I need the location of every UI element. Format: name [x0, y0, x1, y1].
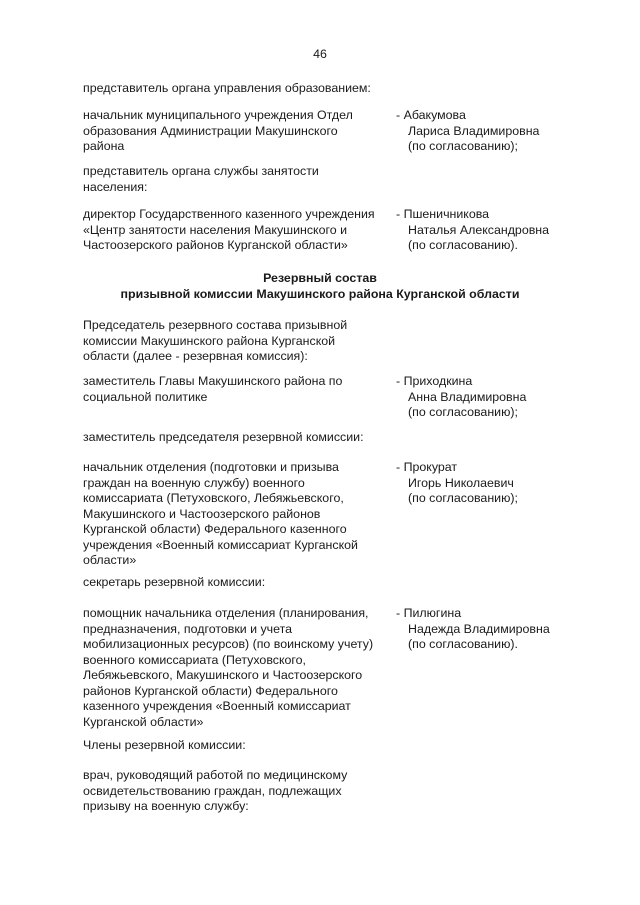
text-line: помощник начальника отделения (планирования,: [83, 606, 369, 620]
text-line: Курганской области»: [83, 714, 204, 729]
text-line: заместитель Главы Макушинского района по: [83, 374, 343, 388]
text-line: призыву на военную службу:: [83, 799, 249, 813]
text-line: «Центр занятости населения Макушинского и: [83, 222, 347, 237]
position-description: [83, 108, 393, 155]
text-line: директор Государственного казенного учреждения: [83, 207, 375, 221]
section-heading: [0, 271, 640, 302]
text-line: образования Администрации Макушинского: [83, 123, 338, 138]
text-line: военного комиссариата (Петуховского,: [83, 652, 306, 667]
text-line: Члены резервной комиссии:: [83, 738, 246, 752]
text-line: призывной комиссии Макушинского района Курганской области: [120, 286, 520, 301]
text-line: предназначения, подготовки и учета: [83, 621, 293, 636]
person-line: Наталья Александровна: [408, 222, 550, 237]
text-line: населения:: [83, 179, 148, 194]
member-name: [396, 374, 606, 421]
role-label: [83, 430, 503, 446]
position-description: [83, 207, 393, 254]
person-line: - Абакумова: [396, 108, 466, 122]
person-line: - Пилюгина: [396, 606, 462, 620]
person-line: Игорь Николаевич: [408, 475, 514, 490]
person-line: Анна Владимировна: [408, 389, 527, 404]
person-line: (по согласованию);: [408, 139, 518, 153]
page-number: 46: [313, 47, 327, 61]
text-line: района: [83, 139, 125, 153]
role-label: [83, 575, 503, 591]
person-line: (по согласованию);: [408, 405, 518, 419]
member-name: [396, 460, 606, 507]
text-line: заместитель председателя резервной комиссии:: [83, 430, 364, 444]
text-line: области (далее - резервная комиссия):: [83, 349, 308, 363]
text-line: врач, руководящий работой по медицинскому: [83, 768, 348, 782]
text-line: области»: [83, 553, 137, 567]
member-name: [396, 606, 606, 653]
person-line: (по согласованию).: [408, 238, 518, 252]
text-line: комиссии Макушинского района Курганской: [83, 333, 336, 348]
person-line: - Пшеничникова: [396, 207, 490, 221]
member-name: [396, 207, 606, 254]
person-line: (по согласованию).: [408, 637, 518, 651]
person-line: Лариса Владимировна: [408, 123, 540, 138]
text-line: начальник муниципального учреждения Отдел: [83, 108, 353, 122]
text-line: Частоозерского районов Курганской области»: [83, 238, 348, 252]
text-line: Председатель резервного состава призывной: [83, 318, 348, 332]
person-line: - Прокурат: [396, 460, 458, 474]
text-line: Макушинского и Частоозерского районов: [83, 506, 321, 521]
role-label: [83, 318, 393, 365]
text-line: районов Курганской области) Федерального: [83, 683, 338, 698]
text-line: представитель органа управления образованием:: [83, 81, 371, 95]
person-line: Надежда Владимировна: [408, 621, 550, 636]
text-line: учреждения «Военный комиссариат Курганской: [83, 537, 358, 552]
member-name: [396, 108, 606, 155]
text-line: казенного учреждения «Военный комиссариат: [83, 699, 351, 713]
text-line: комиссариата (Петуховского, Лебяжьевского,: [83, 491, 344, 505]
text-line: социальной политике: [83, 389, 208, 404]
text-line: начальник отделения (подготовки и призыва: [83, 460, 339, 474]
position-description: [83, 460, 393, 569]
role-label: [83, 164, 393, 195]
person-line: - Приходкина: [396, 374, 473, 388]
position-description: [83, 606, 393, 730]
text-line: секретарь резервной комиссии:: [83, 575, 266, 589]
text-line: Резервный состав: [263, 271, 377, 285]
position-description: [83, 374, 393, 405]
role-label: [83, 81, 503, 97]
text-line: Лебяжьевского, Макушинского и Частоозерского: [83, 668, 363, 682]
text-line: освидетельствованию граждан, подлежащих: [83, 783, 342, 798]
role-label: [83, 738, 503, 754]
text-line: Курганской области) Федерального казенного: [83, 522, 347, 536]
text-line: мобилизационных ресурсов) (по воинскому учету): [83, 637, 374, 651]
text-line: граждан на военную службу) военного: [83, 475, 305, 490]
person-line: (по согласованию);: [408, 491, 518, 505]
role-label: [83, 768, 393, 815]
text-line: представитель органа службы занятости: [83, 164, 319, 178]
